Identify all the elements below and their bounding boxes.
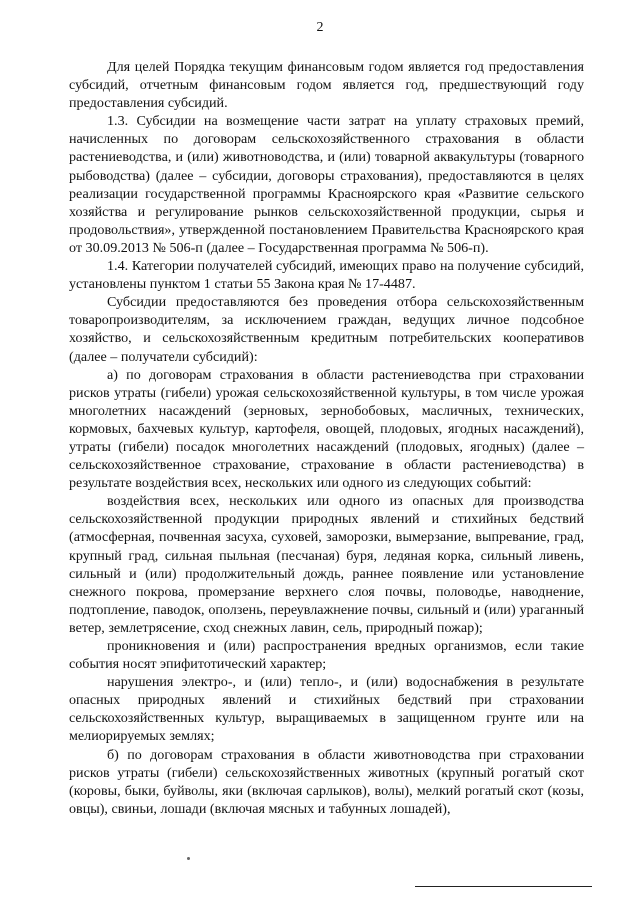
paragraph-1-3-subsidy-purpose: 1.3. Субсидии на возмещение части затрат на уплату страховых премий, начисленных по договорам сельскохозяйственного страхования в области растениеводства, и (или) животноводства, и (или) товарной аквакультуры (товарного рыбоводства) (далее – субсидии, договоры страхования), предоставляются в целях реализации государственной программы Красноярского края «Развитие сельского хозяйства и регулирование рынков сельскохозяйственной продукции, сырья и продовольствия», утвержденной постановлением Правительства Красноярского края от 30.09.2013 № 506-п (далее – Государственная программа № 506-п). (69, 113, 584, 256)
paragraph-subsidy-recipients: Субсидии предоставляются без проведения отбора сельскохозяйственным товаропроизводителям, за исключением граждан, ведущих личное подсобное хозяйство, и сельскохозяйственным кредитным потребительских кооперативов (далее – получатели субсидий): (69, 294, 584, 365)
page-number: 2 (316, 20, 324, 35)
paragraph-natural-hazards: воздействия всех, нескольких или одного из опасных для производства сельскохозяйственной продукции природных явлений и стихийных бедствий (атмосферная, почвенная засуха, суховей, заморозки, вымерзание, выпревание, град, крупный град, сильная пыльная (песчаная) буря, ледяная корка, сильный ливень, сильный и (или) продолжительный дождь, раннее появление или установление снежного покрова, промерзание верхнего слоя почвы, половодье, наводнение, подтопление, паводок, оползень, переувлажнение почвы, сильный и (или) ураганный ветер, землетрясение, сход снежных лавин, сель, природный пожар); (69, 493, 584, 636)
paragraph-1-4-recipient-categories: 1.4. Категории получателей субсидий, имеющих право на получение субсидий, установлены пунктом 1 статьи 55 Закона края № 17-4487. (69, 258, 584, 293)
paragraph-b-livestock-insurance: б) по договорам страхования в области животноводства при страховании рисков утраты (гибели) сельскохозяйственных животных (крупный рогатый скот (коровы, быки, буйволы, яки (включая сарлыков), волы), мелкий рогатый скот (козы, овцы), свиньи, лошади (включая мясных и табунных лошадей), (69, 746, 584, 817)
paragraph-current-year-definition: Для целей Порядка текущим финансовым годом является год предоставления субсидий, отчетным финансовым годом является год, предшествующий году предоставления субсидий. (69, 59, 584, 112)
signature-line (415, 886, 592, 887)
paragraph-utility-disruption: нарушения электро-, и (или) тепло-, и (или) водоснабжения в результате опасных природных явлений и стихийных бедствий при страховании сельскохозяйственных культур, выращиваемых в защищенном грунте или на мелиорируемых землях; (69, 674, 584, 745)
scan-mark (187, 857, 190, 860)
paragraph-harmful-organisms: проникновения и (или) распространения вредных организмов, если такие события носят эпифитотический характер; (69, 638, 584, 673)
paragraph-a-crop-insurance: а) по договорам страхования в области растениеводства при страховании рисков утраты (гибели) урожая сельскохозяйственной культуры, в том числе урожая многолетних насаждений (зерновых, зернобобовых, масличных, технических, кормовых, бахчевых культур, картофеля, овощей, плодовых, ягодных насаждений), утраты (гибели) посадок многолетних насаждений (плодовых, ягодных) (далее – сельскохозяйственное страхование, страхование в области растениеводства) в результате воздействия всех, нескольких или одного из следующих событий: (69, 366, 584, 492)
document-body (69, 58, 584, 818)
